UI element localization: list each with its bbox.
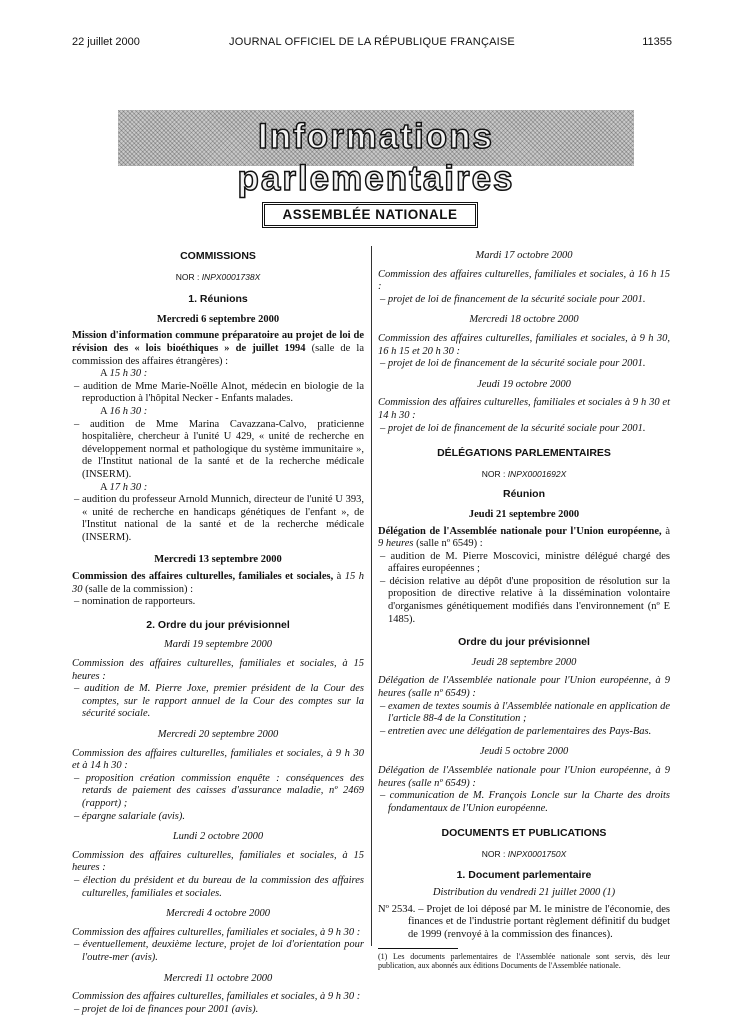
nor-code: INPX0001738X — [201, 271, 261, 282]
footnote: (1) Les documents parlementaires de l'Assemblée nationale sont servis, dès leur publication, aux abonnés aux éditions Documents de l'Assemblée nationale. — [378, 951, 670, 971]
document-entry: Nº 2534. – Projet de loi déposé par M. le ministre de l'économie, des finances et de l'industrie portant règlement définitif du budget de 1999 (renvoyé à la commission des finances). — [378, 903, 670, 940]
agenda-date: Mercredi 20 septembre 2000 — [157, 729, 279, 740]
time-line: A 16 h 30 : — [100, 405, 148, 417]
footnote-rule — [378, 948, 458, 949]
journal-title: JOURNAL OFFICIEL DE LA RÉPUBLIQUE FRANÇAISE — [229, 36, 515, 48]
nor-reference — [72, 271, 364, 284]
ordre-heading: Ordre du jour prévisionnel — [458, 636, 590, 649]
agenda-item: – projet de loi de finances pour 2001 (avis). — [74, 1003, 259, 1015]
column-divider — [371, 246, 372, 946]
agenda-item: – communication de M. François Loncle sur la Charte des droits fondamentaux de l'Union européenne. — [380, 790, 670, 814]
page-number: 11355 — [642, 36, 672, 48]
reunions-heading: 1. Réunions — [188, 293, 248, 306]
agenda-item: – projet de loi de financement de la sécurité sociale pour 2001. — [380, 358, 646, 370]
time-line: A 17 h 30 : — [100, 481, 148, 493]
agenda-date: Mercredi 4 octobre 2000 — [165, 908, 271, 920]
meeting-date: Jeudi 21 septembre 2000 — [468, 508, 580, 520]
agenda-item: – entretien avec une délégation de parlementaires des Pays-Bas. — [380, 725, 652, 737]
distribution-line: Distribution du vendredi 21 juillet 2000 (1) — [432, 887, 616, 899]
agenda-date: Jeudi 19 octobre 2000 — [477, 378, 571, 390]
commission-line: Commission des affaires culturelles, familiales et sociales, à 9 h 30 et à 14 h 30 : — [72, 747, 364, 772]
commission-paragraph: Commission des affaires culturelles, familiales et sociales, à 15 h 30 (salle de la commission) : — [72, 571, 364, 595]
agenda-item: – décision relative au dépôt d'une proposition de résolution sur la proposition de directive relative à la dissémination volontaire d'organismes génétiquement modifiés dans l'environnement (nº E 1485). — [380, 575, 670, 625]
document-heading: 1. Document parlementaire — [456, 868, 592, 881]
agenda-date: Mardi 17 octobre 2000 — [475, 250, 573, 261]
right-column — [378, 250, 670, 971]
delegation-line: Délégation de l'Assemblée nationale pour l'Union européenne, à 9 heures (salle nº 6549) : — [378, 675, 670, 700]
nor-reference: NOR : INPX0001692X — [481, 468, 567, 479]
agenda-date: Jeudi 5 octobre 2000 — [479, 746, 569, 758]
agenda-item: – projet de loi de financement de la sécurité sociale pour 2001. — [380, 293, 646, 305]
delegation-line: Délégation de l'Assemblée nationale pour l'Union européenne, à 9 heures (salle nº 6549) : — [378, 765, 670, 789]
meeting-date: Mercredi 13 septembre 2000 — [154, 554, 282, 566]
delegation-paragraph: Délégation de l'Assemblée nationale pour l'Union européenne, à 9 heures (salle nº 6549) : — [378, 525, 670, 550]
nor-reference: NOR : INPX0001750X — [481, 848, 567, 859]
commission-line: Commission des affaires culturelles, familiales et sociales, à 16 h 15 : — [378, 268, 670, 293]
documents-heading: DOCUMENTS ET PUBLICATIONS — [441, 827, 607, 840]
meeting-date: Mercredi 6 septembre 2000 — [156, 313, 280, 325]
left-column — [72, 250, 364, 1016]
agenda-item: – nomination de rapporteurs. — [74, 596, 196, 608]
commission-line: Commission des affaires culturelles, familiales et sociales, à 9 h 30 : — [72, 926, 361, 938]
mission-name: Mission d'information commune préparatoire au projet de loi de révision des « lois bioéthiques » de juillet 1994 — [72, 330, 364, 354]
agenda-date: Mercredi 18 octobre 2000 — [469, 314, 579, 326]
ordre-heading: 2. Ordre du jour prévisionnel — [146, 618, 290, 631]
agenda-item: – audition du professeur Arnold Munnich, directeur de l'unité U 393, « unité de recherche en handicaps génétiques de l'enfant », de l'Institut national de la santé et de la recherche médicale (INSERM). — [74, 494, 364, 543]
banner-title: Informations parlementaires — [237, 117, 515, 198]
agenda-item: – audition de Mme Marina Cavazzana-Calvo, praticienne hospitalière, chercheur à l'unité U 429, « unité de recherche en développement normal et pathologique du système immunitaire », de l'Institut national de la santé et de la recherche médicale (INSERM). — [74, 418, 364, 480]
agenda-date: Jeudi 28 septembre 2000 — [471, 656, 577, 668]
time-line: A 15 h 30 : — [100, 368, 148, 380]
mission-location: (salle de la commission des affaires étrangères) : — [72, 342, 364, 367]
mission-paragraph — [72, 330, 364, 368]
commission-line: Commission des affaires culturelles, familiales et sociales, à 15 heures : — [72, 849, 364, 874]
commission-line: Commission des affaires culturelles, familiales et sociales à 9 h 30 et 14 h 30 : — [378, 397, 670, 421]
agenda-date: Lundi 2 octobre 2000 — [172, 831, 264, 843]
commission-line: Commission des affaires culturelles, familiales et sociales, à 9 h 30, 16 h 15 et 20 h 30 : — [378, 332, 670, 357]
section-title: ASSEMBLÉE NATIONALE — [262, 202, 478, 228]
agenda-item: – éventuellement, deuxième lecture, projet de loi d'orientation pour l'outre-mer (avis). — [74, 939, 364, 963]
agenda-item: – épargne salariale (avis). — [74, 810, 186, 822]
delegations-heading: DÉLÉGATIONS PARLEMENTAIRES — [437, 447, 611, 460]
agenda-item: – élection du président et du bureau de la commission des affaires culturelles, familiales et sociales. — [74, 874, 364, 899]
agenda-item: – audition de M. Pierre Joxe, premier président de la Cour des comptes, sur le rapport annuel de la Cour des comptes sur la sécurité sociale. — [74, 683, 364, 720]
agenda-item: – projet de loi de financement de la sécurité sociale pour 2001. — [380, 422, 646, 434]
reunion-heading: Réunion — [503, 488, 545, 501]
agenda-date: Mercredi 11 octobre 2000 — [163, 972, 273, 984]
header-date: 22 juillet 2000 — [72, 36, 140, 48]
agenda-item: – audition de M. Pierre Moscovici, ministre délégué chargé des affaires européennes ; — [380, 550, 670, 575]
commission-line: Commission des affaires culturelles, familiales et sociales, à 15 heures : — [72, 658, 364, 682]
agenda-date: Mardi 19 septembre 2000 — [164, 639, 272, 651]
commission-line: Commission des affaires culturelles, familiales et sociales, à 9 h 30 : — [72, 991, 361, 1003]
running-header — [72, 36, 672, 52]
agenda-item: – audition de Mme Marie-Noëlle Alnot, médecin en biologie de la reproduction à l'hôpital Necker - Enfants malades. — [74, 380, 364, 405]
commissions-heading: COMMISSIONS — [180, 250, 256, 262]
nor-label: NOR : — [175, 271, 202, 282]
agenda-item: – examen de textes soumis à l'Assemblée nationale en application de l'article 88-4 de la Constitution ; — [380, 700, 670, 725]
agenda-item: – proposition création commission enquête : conséquences des retards de paiement des caisses d'assurance maladie, nº 2469 (rapport) ; — [74, 772, 364, 809]
